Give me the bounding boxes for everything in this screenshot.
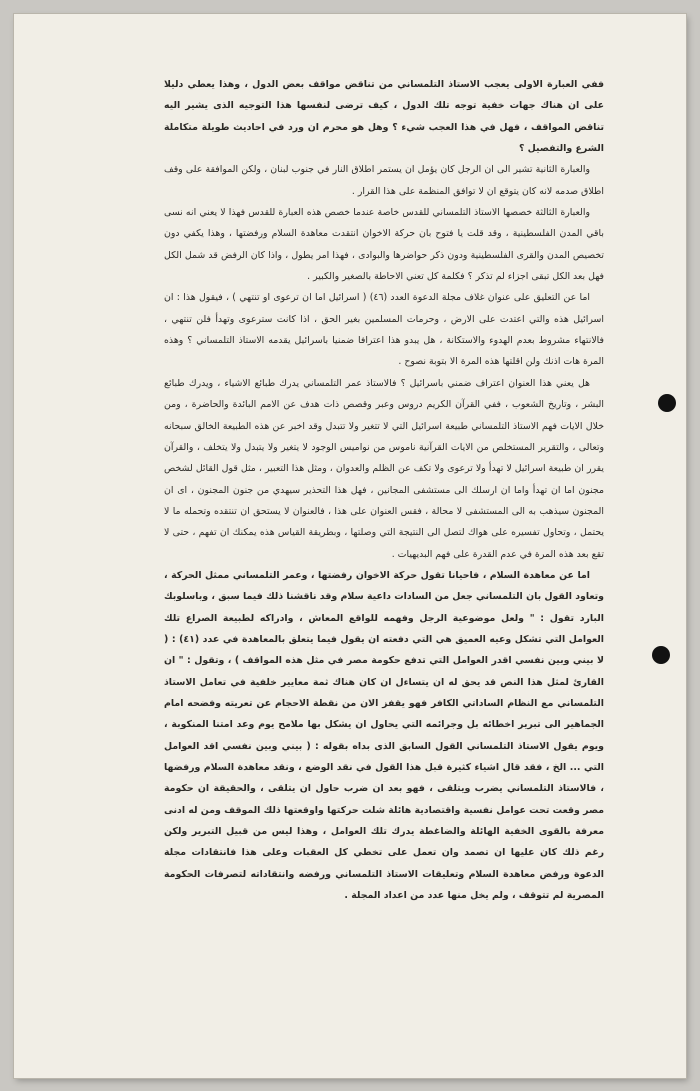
paragraph-1: ففي العبارة الاولى يعجب الاستاذ التلمساني من تناقض مواقف بعض الدول ، وهذا يعطي دليلا على ان هناك جهات خفية توجه تلك الدول ، كيف ترضى لنفسها هذا التوجيه الذى يشير اليه تناقض المواقف ، فهل في هذا العجب شيء ؟ وهل هو محرم ان ورد في احاديث طويلة متكاملة الشرع والتفصيل ؟ <box>164 79 604 155</box>
article-text <box>164 74 604 906</box>
paragraph-4: اما عن التعليق على عنوان غلاف مجلة الدعوة العدد (٤٦) ( اسرائيل اما ان ترعوى او تنتهي ) ، فيقول هذا : ان اسرائيل هذه والتي اعتدت على الارض ، وحرمات المسلمين بغير الحق ، اذا كانت سترعوى وتهدأ فلن تنتهي ، فالانتهاء مشروط بعدم الهدوء والاستكانة ، هل يبدو هذا اعترافا ضمنيا باسرائيل يقدمه الاستاذ التلمساني ؟ وهذه المرة هات اذنك ولن اقلتها هذه المرة الا بتوبة نصوح . <box>164 292 604 368</box>
punch-hole-bottom <box>652 646 670 664</box>
document-page <box>14 14 686 1078</box>
paragraph-3: والعبارة الثالثة خصصها الاستاذ التلمساني للقدس خاصة عندما خصص هذه العبارة للقدس فهذا لا يعني انه نسى باقي المدن الفلسطينية ، وقد قلت يا فتوح بان حركة الاخوان انتقدت معاهدة السلام ورفضتها ، وهذا يكفي دون تخصيص المدن والقرى الفلسطينية ودون ذكر حواضرها والبوادى ، فهذا امر يطول ، واذا كان الرفض قد شمل الكل فهل بعد الكل تبقى اجزاء لم تذكر ؟ فكلمة كل تعني الاحاطة بالصغير والكبير . <box>164 207 604 283</box>
paragraph-5: هل يعني هذا العنوان اعتراف ضمني باسرائيل ؟ فالاستاذ عمر التلمساني يدرك طبائع الاشياء ، ويدرك طبائع البشر ، وتاريخ الشعوب ، ففي القرآن الكريم دروس وعبر وقصص ذات هدف عن الامم البائدة والحاضرة ، ومن خلال الايات فهم الاستاذ التلمساني طبيعة اسرائيل التي لا تتغير ولا تتبدل وقد اخبر عن هذه الطبيعة الخالق سبحانه وتعالى ، والتقرير المستخلص من الايات القرآنية ناموس من نواميس الوجود لا يتغير ولا يتبدل ولا يتخلف ، والقرآن يقرر ان طبيعة اسرائيل لا تهدأ ولا ترعوى ولا تكف عن الظلم والعدوان ، ومثل هذا التعبير ، مثل قول القائل لشخص مجنون اما ان تهدأ واما ان ارسلك الى مستشفى المجانين ، فهل هذا التحذير سيهدي من جنون المجنون ، اى ان المجنون سيذهب به الى المستشفى لا محالة ، فقس العنوان على هذا ، فالعنوان لا يستحق ان تنتقده وتحمله ما لا يحتمل ، وتحاول تفسيره على هواك لتصل الى النتيجة التي وصلتها ، وبطريقة القياس هذه يمكنك ان تفهم ، حتى لا تقع بعد هذه المرة في عدم القدرة على فهم البديهيات . <box>164 377 604 560</box>
paragraph-6: اما عن معاهدة السلام ، فاحيانا تقول حركة الاخوان رفضتها ، وعمر التلمساني ممثل الحركة ، وتعاود القول بان التلمساني جعل من السادات داعية سلام وقد ناقشنا ذلك فيما سبق ، وباسلوبك البارد تقول : " ولعل موضوعية الرجل وفهمه للواقع المعاش ، وادراكه لطبيعة الصراع تلك العوامل التي تشكل وعيه العميق هي التي دفعته ان يقول فيما يتعلق بالمعاهدة في عدد (٤١) : ( لا بيني وبين نفسي اقدر العوامل التي تدفع حكومة مصر في مثل هذه المواقف ) ، وتقول : " ان القارئ لمثل هذا النص قد يحق له ان يتساءل ان كان هناك ثمة معايير خلفية في تعامل الاستاذ التلمساني مع النظام الساداتي الكافر فهو يقفز الان من نقطة الاحجام عن تعريته وفضحه امام الجماهير الى تبرير اخطائه بل وجرائمه التي يحاول ان يشكل بها ملامح يوم وعد امتنا المنكوبة ، ويوم يقول الاستاذ التلمساني القول السابق الذى بداه بقوله : ( بيني وبين نفسي اقد العوامل التي ... الخ ، فقد قال اشياء كثيرة قبل هذا القول في نقد الوضع ، ونقد معاهدة السلام ورفضها ، فالاستاذ التلمساني يضرب ويتلقى ، فهو بعد ان ضرب حاول ان يتلقى ، والحقيقة ان حكومة مصر وقعت تحت عوامل نفسية واقتصادية هائلة شلت حركتها واوقعتها ذلك الموقف ومن له ادنى معرفة بالقوى الخفية الهائلة والضاغطة يدرك تلك العوامل ، وهذا ليس من قبيل التبرير ولكن رغم ذلك كان عليها ان تصمد وان تعمل على تخطي كل العقبات وعلى هذا فانتقادات مجلة الدعوة ورفض معاهدة السلام وتعليقات الاستاذ التلمساني ورفضه وانتقاداته لتصرفات الحكومة المصرية لم تتوقف ، ولم يخل منها عدد من اعداد المجلة . <box>164 569 604 902</box>
punch-hole-top <box>658 394 676 412</box>
paragraph-2: والعبارة الثانية تشير الى ان الرجل كان يؤمل ان يستمر اطلاق النار في جنوب لبنان ، ولكن الموافقة على وقف اطلاق صدمه لانه كان يتوقع ان لا توافق المنظمة على هذا القرار . <box>164 164 604 197</box>
